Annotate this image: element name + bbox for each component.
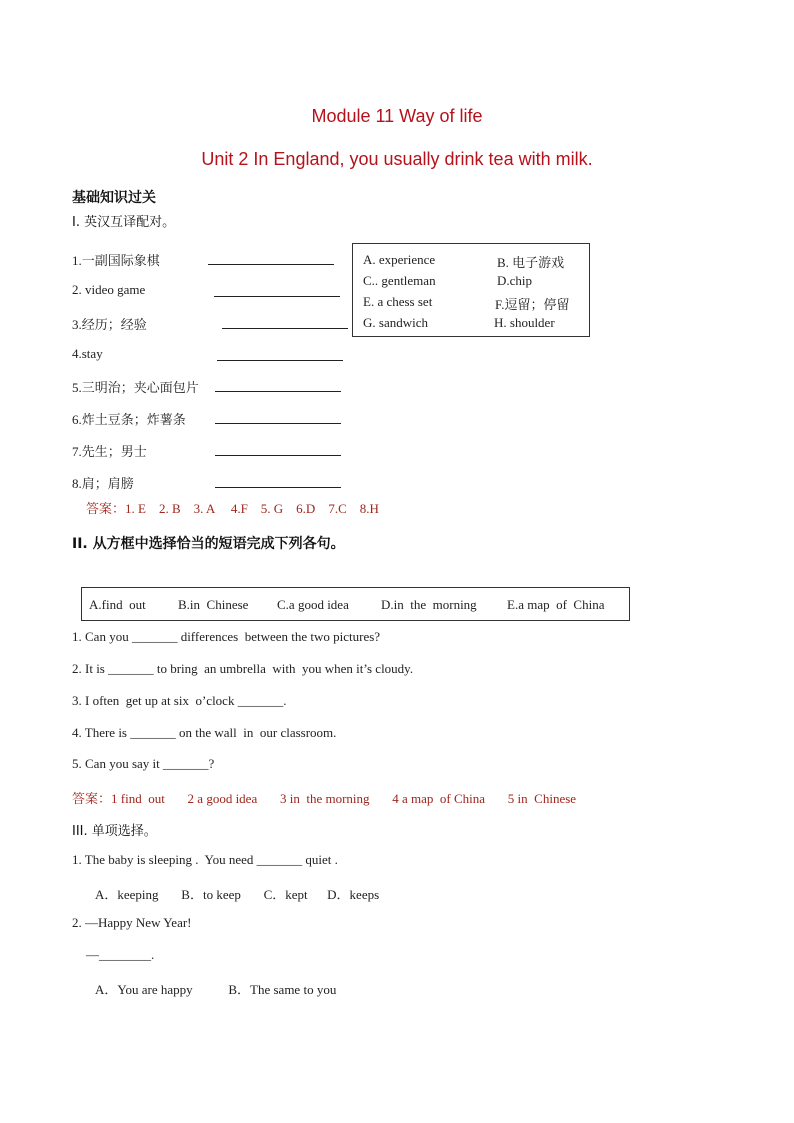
option-d: D.chip bbox=[497, 273, 533, 288]
phrase-option: D.in the morning bbox=[381, 597, 477, 612]
answer-blank[interactable] bbox=[217, 360, 343, 361]
part1-item: 6.炸土豆条；炸薯条 bbox=[72, 412, 186, 427]
answer-blank[interactable] bbox=[208, 264, 334, 265]
answer-blank[interactable] bbox=[215, 455, 341, 456]
option-c: C.. gentleman bbox=[363, 273, 436, 288]
question: 1. Can you _______ differences between the two pictures? bbox=[72, 629, 381, 644]
part1-item: 4.stay bbox=[72, 346, 103, 361]
question: 3. I often get up at six o’clock _______. bbox=[72, 693, 287, 708]
answer-blank[interactable] bbox=[215, 423, 341, 424]
question: 1. The baby is sleeping . You need _______ quiet . bbox=[72, 852, 338, 867]
dialogue-blank: —________. bbox=[86, 947, 155, 962]
section-heading: 基础知识过关 bbox=[72, 190, 156, 206]
part2-answer: 答案：1 find out 2 a good idea 3 in the morning 4 a map of China 5 in Chinese bbox=[72, 791, 577, 806]
option-f: F.逗留；停留 bbox=[495, 297, 570, 312]
choice-options: A．keeping B．to keep C．kept D．keeps bbox=[95, 887, 380, 902]
option-h: H. shoulder bbox=[494, 315, 555, 330]
answer-blank[interactable] bbox=[214, 296, 340, 297]
option-b: B. 电子游戏 bbox=[497, 255, 565, 270]
question: 5. Can you say it _______? bbox=[72, 756, 215, 771]
choice-options: A．You are happy B．The same to you bbox=[95, 982, 337, 997]
question: 2. It is _______ to bring an umbrella with you when it’s cloudy. bbox=[72, 661, 414, 676]
part1-heading: I. 英汉互译配对。 bbox=[72, 215, 176, 230]
part3-heading: III. 单项选择。 bbox=[72, 824, 157, 839]
part1-item: 3.经历；经验 bbox=[72, 317, 147, 332]
page-title: Module 11 Way of life bbox=[311, 106, 483, 126]
answer-blank[interactable] bbox=[215, 487, 341, 488]
part1-item: 2. video game bbox=[72, 282, 146, 297]
option-a: A. experience bbox=[363, 252, 436, 267]
part1-item: 1.一副国际象棋 bbox=[72, 253, 160, 268]
option-e: E. a chess set bbox=[363, 294, 433, 309]
answer-blank[interactable] bbox=[215, 391, 341, 392]
part1-item: 8.肩；肩膀 bbox=[72, 476, 134, 491]
option-g: G. sandwich bbox=[363, 315, 428, 330]
answer-blank[interactable] bbox=[222, 328, 348, 329]
part1-item: 5.三明治；夹心面包片 bbox=[72, 380, 199, 395]
question: 4. There is _______ on the wall in our classroom. bbox=[72, 725, 337, 740]
question: 2. —Happy New Year! bbox=[72, 915, 192, 930]
part2-heading: II. 从方框中选择恰当的短语完成下列各句。 bbox=[72, 536, 345, 552]
page-subtitle: Unit 2 In England, you usually drink tea with milk. bbox=[201, 149, 593, 169]
phrase-option: B.in Chinese bbox=[178, 597, 249, 612]
phrase-option: C.a good idea bbox=[277, 597, 349, 612]
phrase-option: E.a map of China bbox=[507, 597, 605, 612]
part1-answer: 答案：1. E 2. B 3. A 4.F 5. G 6.D 7.C 8.H bbox=[86, 501, 379, 516]
part1-item: 7.先生；男士 bbox=[72, 444, 147, 459]
phrase-option: A.find out bbox=[89, 597, 146, 612]
